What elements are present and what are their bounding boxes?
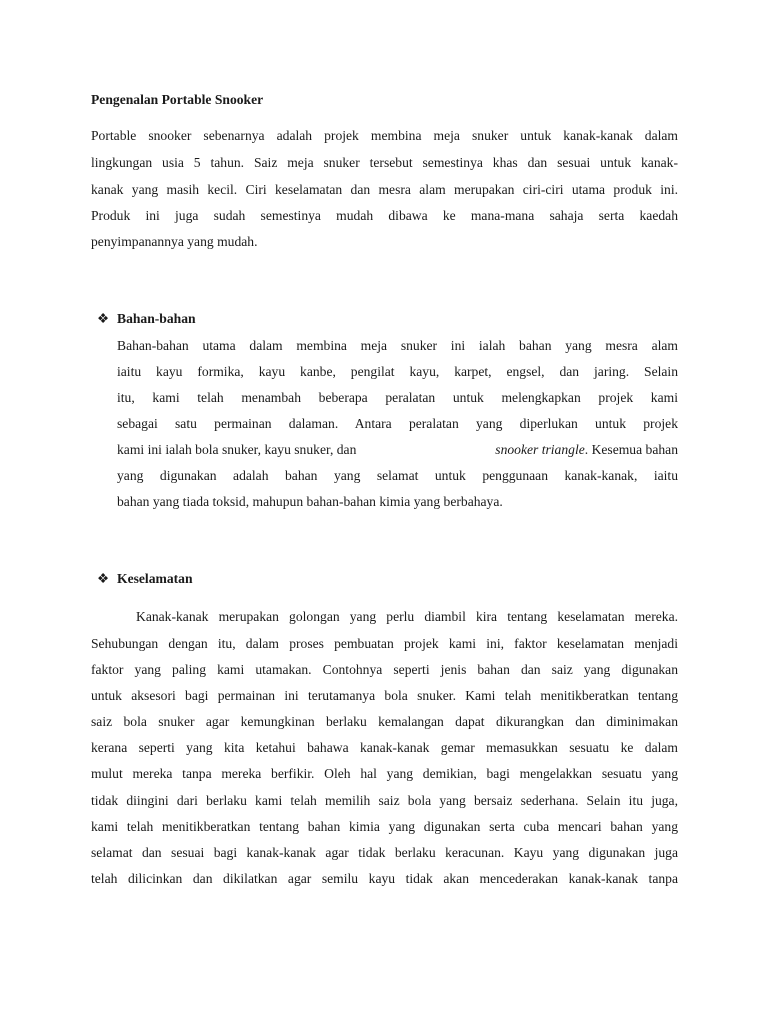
intro-line: Produk ini juga sudah semestinya mudah dibawa ke mana-mana sahaja serta kaedah xyxy=(91,208,678,223)
diamond-bullet-icon: ❖ xyxy=(97,311,110,326)
keselamatan-line: tidak diingini dari berlaku kami telah memilih saiz bola yang bersaiz sederhana. Selain itu juga, xyxy=(91,793,678,808)
keselamatan-line: selamat dan sesuai bagi kanak-kanak agar tidak berlaku keracunan. Kayu yang digunakan juga xyxy=(91,845,678,860)
italic-term: snooker triangle xyxy=(495,442,585,457)
section-heading-label: Keselamatan xyxy=(117,571,193,586)
bahan-line xyxy=(117,441,678,459)
keselamatan-line: faktor yang paling kami utamakan. Contohnya seperti jenis bahan dan saiz yang digunakan xyxy=(91,662,678,677)
bahan-line: itu, kami telah menambah beberapa peralatan untuk melengkapkan projek kami xyxy=(117,390,678,405)
intro-line: lingkungan usia 5 tahun. Saiz meja snuker tersebut semestinya khas dan sesuai untuk kanak- xyxy=(91,155,678,170)
bahan-line: yang digunakan adalah bahan yang selamat untuk penggunaan kanak-kanak, iaitu xyxy=(117,468,678,483)
section-heading-bahan xyxy=(97,310,196,328)
keselamatan-line: telah dilicinkan dan dikilatkan agar semilu kayu tidak akan mencederakan kanak-kanak tanpa xyxy=(91,871,678,886)
bahan-line: Bahan-bahan utama dalam membina meja snuker ini ialah bahan yang mesra alam xyxy=(117,338,678,353)
bahan-line: sebagai satu permainan dalaman. Antara peralatan yang diperlukan untuk projek xyxy=(117,416,678,431)
intro-line: Portable snooker sebenarnya adalah projek membina meja snuker untuk kanak-kanak dalam xyxy=(91,128,678,143)
bahan-line: iaitu kayu formika, kayu kanbe, pengilat kayu, karpet, engsel, dan jaring. Selain xyxy=(117,364,678,379)
keselamatan-line: kerana seperti yang kita ketahui bahawa kanak-kanak gemar memasukkan sesuatu ke dalam xyxy=(91,740,678,755)
bahan-line: bahan yang tiada toksid, mahupun bahan-bahan kimia yang berbahaya. xyxy=(117,494,503,509)
section-heading-label: Bahan-bahan xyxy=(117,311,196,326)
bahan-line-text: . Kesemua bahan xyxy=(584,442,678,457)
keselamatan-line: Sehubungan dengan itu, dalam proses pembuatan projek kami ini, faktor keselamatan menjadi xyxy=(91,636,678,651)
intro-line: kanak yang masih kecil. Ciri keselamatan dan mesra alam merupakan ciri-ciri utama produk ini. xyxy=(91,182,678,197)
bahan-line-text xyxy=(495,441,678,459)
keselamatan-line: Kanak-kanak merupakan golongan yang perlu diambil kira tentang keselamatan mereka. xyxy=(136,609,678,624)
intro-line: penyimpanannya yang mudah. xyxy=(91,234,258,249)
keselamatan-line: kami telah menitikberatkan tentang bahan kimia yang digunakan serta cuba mencari bahan yang xyxy=(91,819,678,834)
keselamatan-line: untuk aksesori bagi permainan ini terutamanya bola snuker. Kami telah menitikberatkan tentang xyxy=(91,688,678,703)
keselamatan-line: mulut mereka tanpa mereka berfikir. Oleh hal yang demikian, bagi mengelakkan sesuatu yang xyxy=(91,766,678,781)
document-title: Pengenalan Portable Snooker xyxy=(91,92,264,107)
keselamatan-line: saiz bola snuker agar kemungkinan berlaku kemalangan dapat dikurangkan dan diminimakan xyxy=(91,714,678,729)
section-heading-keselamatan xyxy=(97,570,193,588)
diamond-bullet-icon: ❖ xyxy=(97,571,110,586)
bahan-line-text: kami ini ialah bola snuker, kayu snuker, dan xyxy=(117,442,357,457)
